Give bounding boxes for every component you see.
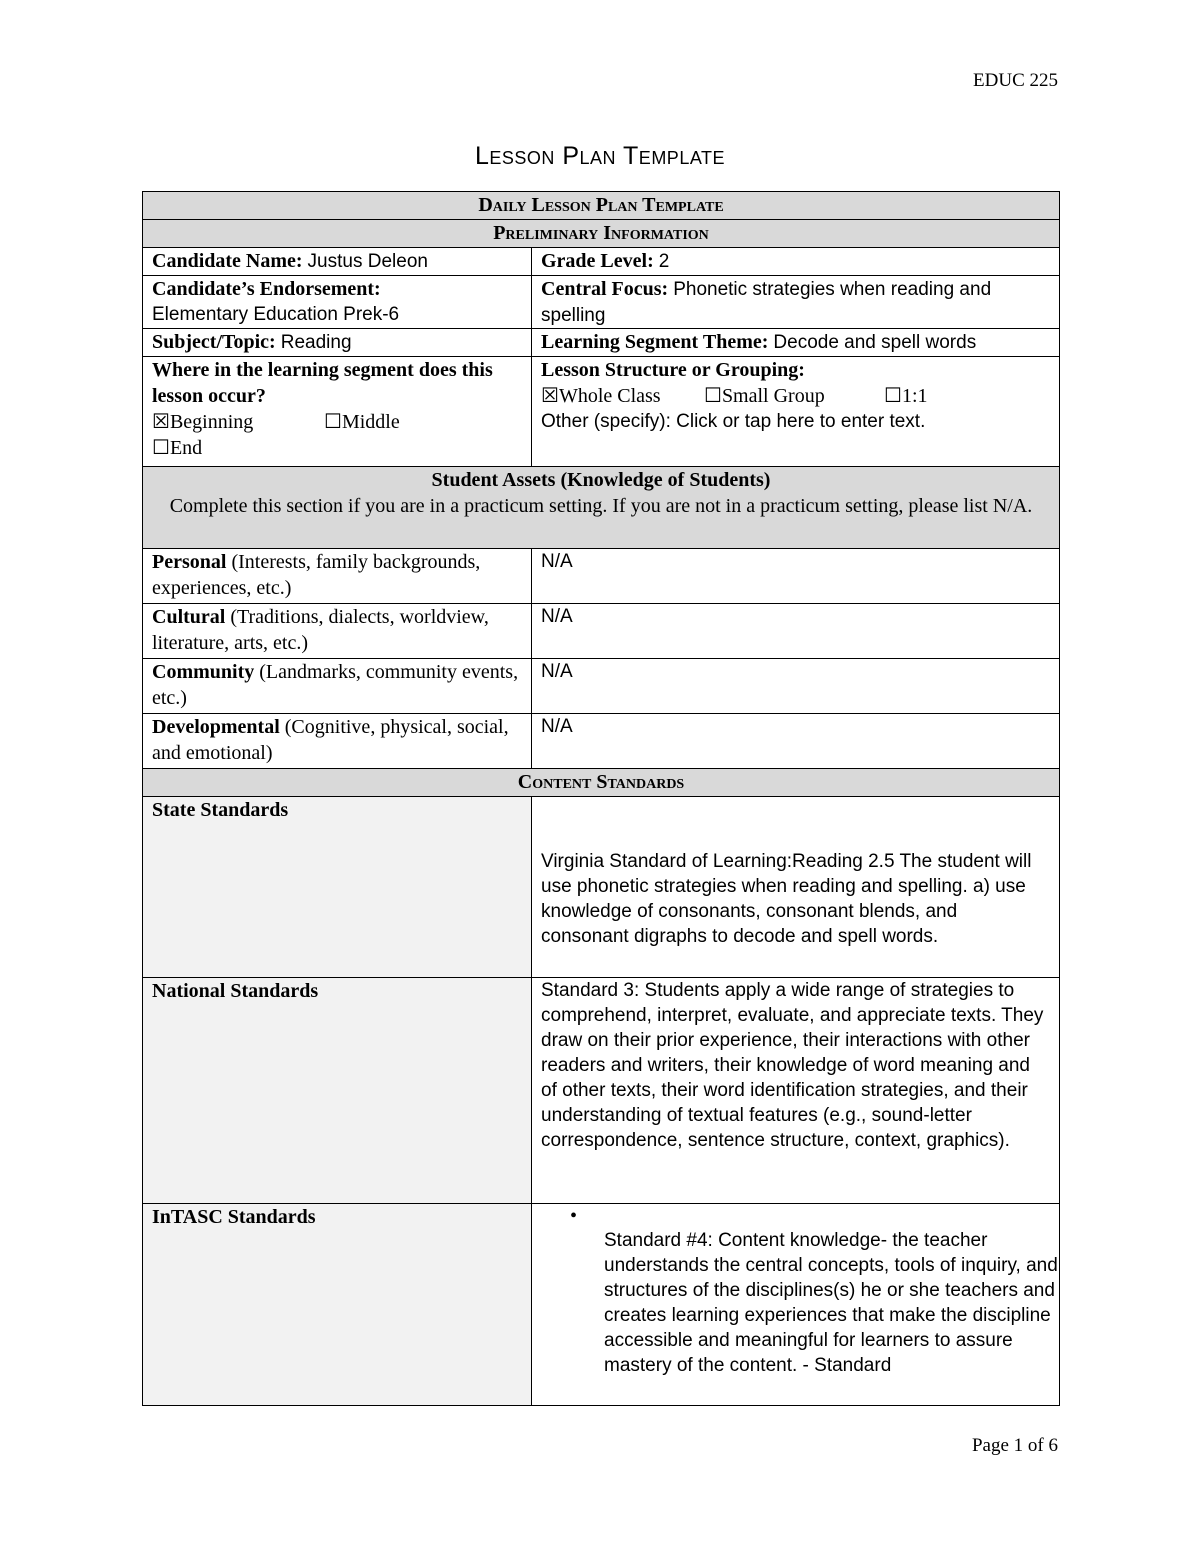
table-row bbox=[143, 797, 1060, 978]
intasc-standards-label: InTASC Standards bbox=[143, 1204, 532, 1406]
option-label: Small Group bbox=[721, 385, 825, 407]
segment-cell bbox=[143, 357, 532, 467]
candidate-name-cell bbox=[143, 248, 532, 276]
unchecked-box-icon: ☐ bbox=[324, 411, 342, 433]
preliminary-header-row bbox=[143, 220, 1060, 248]
asset-label: Cultural bbox=[152, 606, 226, 628]
asset-desc: (Landmarks, community events, etc.) bbox=[152, 661, 519, 709]
central-focus-label: Central Focus: bbox=[541, 278, 669, 300]
main-header-row bbox=[143, 192, 1060, 220]
central-focus-value[interactable]: Phonetic strategies when reading and spelling bbox=[541, 279, 992, 326]
grade-level-cell bbox=[532, 248, 1060, 276]
asset-value-personal[interactable]: N/A bbox=[532, 549, 1060, 604]
small-group-checkbox[interactable] bbox=[704, 383, 884, 409]
segment-label: Where in the learning segment does this lesson occur? bbox=[152, 359, 493, 407]
option-label: Beginning bbox=[169, 411, 254, 433]
asset-label: Community bbox=[152, 661, 255, 683]
candidate-name-label: Candidate Name: bbox=[152, 250, 303, 272]
table-row bbox=[143, 329, 1060, 357]
grouping-cell bbox=[532, 357, 1060, 467]
one-to-one-checkbox[interactable] bbox=[884, 385, 928, 407]
lesson-plan-table bbox=[142, 191, 1060, 1406]
national-standards-label: National Standards bbox=[143, 978, 532, 1204]
asset-label: Personal bbox=[152, 551, 227, 573]
state-standards-cell bbox=[532, 797, 1060, 978]
asset-desc: (Traditions, dialects, worldview, literature, arts, etc.) bbox=[152, 606, 489, 654]
unchecked-box-icon: ☐ bbox=[152, 437, 170, 459]
asset-label-cell bbox=[143, 659, 532, 714]
asset-label-cell bbox=[143, 714, 532, 769]
option-label: End bbox=[169, 437, 203, 459]
preliminary-header: Preliminary Information bbox=[143, 220, 1060, 248]
grouping-options-row bbox=[541, 383, 1050, 409]
asset-label: Developmental bbox=[152, 716, 280, 738]
table-row bbox=[143, 276, 1060, 329]
asset-value-cultural[interactable]: N/A bbox=[532, 604, 1060, 659]
table-row bbox=[143, 1204, 1060, 1406]
theme-value[interactable]: Decode and spell words bbox=[773, 332, 977, 353]
table-row bbox=[143, 357, 1060, 467]
asset-label-cell bbox=[143, 604, 532, 659]
asset-label-cell bbox=[143, 549, 532, 604]
table-row bbox=[143, 604, 1060, 659]
table-row bbox=[143, 549, 1060, 604]
endorsement-value[interactable]: Elementary Education Prek-6 bbox=[152, 304, 400, 325]
end-checkbox[interactable] bbox=[152, 435, 522, 461]
content-standards-header: Content Standards bbox=[143, 769, 1060, 797]
bullet-icon: • bbox=[570, 1205, 578, 1227]
assets-instruction: Complete this section if you are in a practicum setting. If you are not in a practicum setting, please list N/A. bbox=[169, 495, 1033, 517]
segment-options-row bbox=[152, 409, 522, 435]
asset-desc: (Cognitive, physical, social, and emotional) bbox=[152, 716, 509, 764]
theme-cell bbox=[532, 329, 1060, 357]
asset-value-community[interactable]: N/A bbox=[532, 659, 1060, 714]
candidate-name-value[interactable]: Justus Deleon bbox=[307, 251, 428, 272]
assets-title: Student Assets (Knowledge of Students) bbox=[431, 469, 771, 491]
subject-cell bbox=[143, 329, 532, 357]
grouping-other-field[interactable]: Other (specify): Click or tap here to enter text. bbox=[541, 411, 926, 432]
asset-desc: (Interests, family backgrounds, experiences, etc.) bbox=[152, 551, 481, 599]
table-row bbox=[143, 248, 1060, 276]
central-focus-cell bbox=[532, 276, 1060, 329]
grade-level-label: Grade Level: bbox=[541, 250, 654, 272]
main-header: Daily Lesson Plan Template bbox=[143, 192, 1060, 220]
checked-box-icon: ☒ bbox=[541, 385, 559, 407]
intasc-standards-value[interactable]: Standard #4: Content knowledge- the teacher understands the central concepts, tools of inquiry, and structures of the disciplines(s) he or she teachers and creates learning experiences that make the discipline accessible and meaningful for learners to assure mastery of the content. - Standard bbox=[604, 1230, 1058, 1376]
subject-value[interactable]: Reading bbox=[280, 332, 352, 353]
assets-header-row bbox=[143, 467, 1060, 549]
table-row bbox=[143, 978, 1060, 1204]
beginning-checkbox[interactable] bbox=[152, 409, 324, 435]
content-standards-header-row bbox=[143, 769, 1060, 797]
grouping-label: Lesson Structure or Grouping: bbox=[541, 359, 805, 381]
option-label: Middle bbox=[341, 411, 400, 433]
table-row bbox=[143, 659, 1060, 714]
option-label: 1:1 bbox=[901, 385, 928, 407]
intasc-standards-cell bbox=[532, 1204, 1060, 1406]
grade-level-value[interactable]: 2 bbox=[658, 251, 670, 272]
course-code: EDUC 225 bbox=[973, 70, 1058, 91]
checked-box-icon: ☒ bbox=[152, 411, 170, 433]
option-label: Whole Class bbox=[558, 385, 661, 407]
table-row bbox=[143, 714, 1060, 769]
assets-header-cell bbox=[143, 467, 1060, 549]
page-number: Page 1 of 6 bbox=[971, 1435, 1058, 1456]
unchecked-box-icon: ☐ bbox=[704, 385, 722, 407]
asset-value-developmental[interactable]: N/A bbox=[532, 714, 1060, 769]
national-standards-value[interactable]: Standard 3: Students apply a wide range of strategies to comprehend, interpret, evaluate, and appreciate texts. They draw on their prior experience, their interactions with other readers and writers, their knowledge of word meaning and of other texts, their word identification strategies, and their understanding of textual features (e.g., sound-letter correspondence, sentence structure, context, graphics). bbox=[532, 978, 1060, 1204]
theme-label: Learning Segment Theme: bbox=[541, 331, 769, 353]
endorsement-cell bbox=[143, 276, 532, 329]
state-standards-label: State Standards bbox=[143, 797, 532, 978]
state-standards-value[interactable]: Virginia Standard of Learning:Reading 2.5 The student will use phonetic strategies when reading and spelling. a) use knowledge of consonants, consonant blends, and consonant digraphs to decode and spell words. bbox=[541, 851, 1032, 947]
endorsement-label: Candidate’s Endorsement: bbox=[152, 278, 381, 300]
whole-class-checkbox[interactable] bbox=[541, 383, 704, 409]
unchecked-box-icon: ☐ bbox=[884, 385, 902, 407]
middle-checkbox[interactable] bbox=[324, 411, 400, 433]
document-title: Lesson Plan Template bbox=[474, 142, 725, 170]
subject-label: Subject/Topic: bbox=[152, 331, 276, 353]
